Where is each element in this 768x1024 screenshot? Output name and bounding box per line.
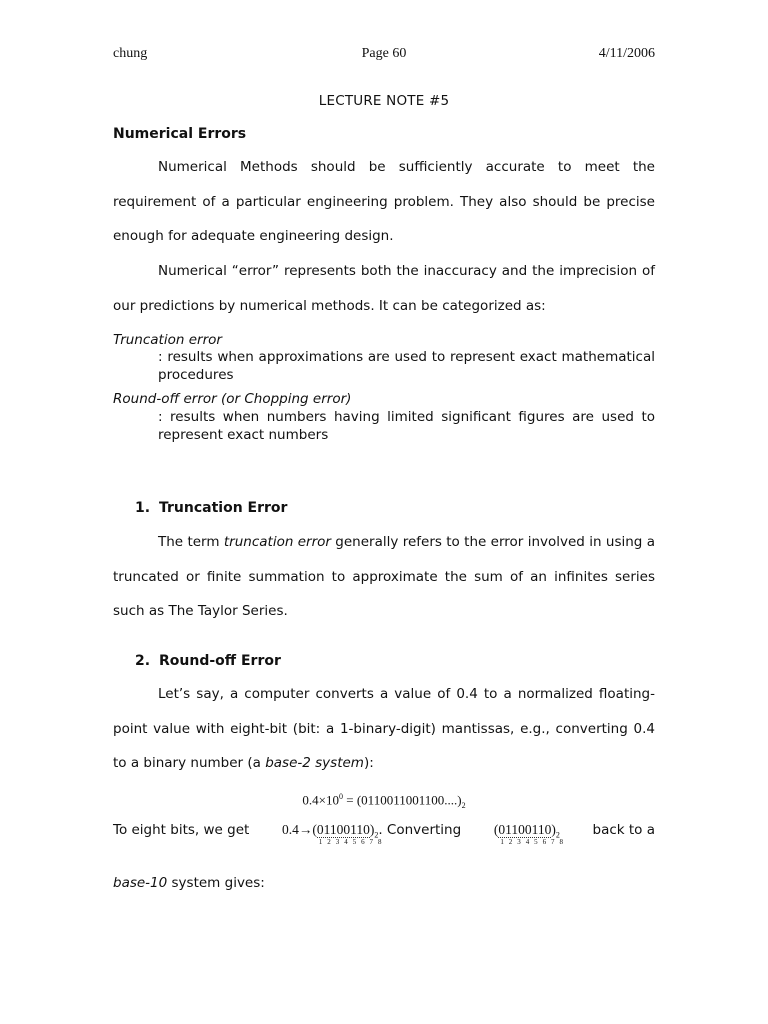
eight-bits-expression: 0.4→(01100110 1 2 3 4 5 6 7 8 )$_2$. Converting xyxy=(281,822,462,846)
bit-group-1: 01100110 1 2 3 4 5 6 7 8 xyxy=(316,822,384,846)
section-number: 2. xyxy=(135,653,151,669)
intro-paragraph-2: Numerical “error” represents both the inaccuracy and the imprecision of our predictions by numerical methods. It can be categorized as: xyxy=(113,263,655,314)
section-heading-text: Truncation Error xyxy=(159,500,288,516)
section-number: 1. xyxy=(135,500,151,516)
definition-body-roundoff: : results when numbers having limited significant figures are used to represent exact numbers xyxy=(158,409,655,443)
definition-term-truncation: Truncation error xyxy=(113,332,222,348)
definition-term-roundoff: Round-off error (or Chopping error) xyxy=(113,391,352,407)
section-heading-text: Round-off Error xyxy=(159,653,281,669)
section-heading-truncation xyxy=(135,500,287,516)
header-page-number: Page 60 xyxy=(361,46,407,61)
binary-equation: $0.4\times 10^0 = (0110011001100....)_2$ xyxy=(302,792,466,810)
intro-paragraph-1: Numerical Methods should be sufficiently accurate to meet the requirement of a particular engineering problem. They also should be precise enough for adequate engineering design. xyxy=(113,159,655,244)
eight-bits-text-3: back to a xyxy=(592,822,655,838)
eight-bits-text-1: To eight bits, we get xyxy=(113,822,250,838)
truncation-paragraph: The term truncation error generally refers to the error involved in using a truncated or finite summation to approximate the sum of an infinites series such as The Taylor Series. xyxy=(113,534,655,619)
final-line: base-10 system gives: xyxy=(113,875,265,891)
eight-bits-line xyxy=(113,822,655,846)
roundoff-paragraph: Let’s say, a computer converts a value of 0.4 to a normalized floating-point value with eight-bit (bit: a 1-binary-digit) mantissas, e.g., converting 0.4 to a binary number (a base-2 system): xyxy=(113,686,655,771)
definition-body-truncation: : results when approximations are used to represent exact mathematical procedures xyxy=(158,349,655,383)
section-title: Numerical Errors xyxy=(113,126,247,142)
header-author: chung xyxy=(113,46,148,61)
header-date: 4/11/2006 xyxy=(598,46,655,61)
page-title: LECTURE NOTE #5 xyxy=(318,93,450,109)
converting-expression: (01100110 1 2 3 4 5 6 7 8 )$_2$ xyxy=(493,822,565,846)
bit-group-2: 01100110 1 2 3 4 5 6 7 8 xyxy=(498,822,565,846)
section-heading-roundoff xyxy=(135,653,281,669)
